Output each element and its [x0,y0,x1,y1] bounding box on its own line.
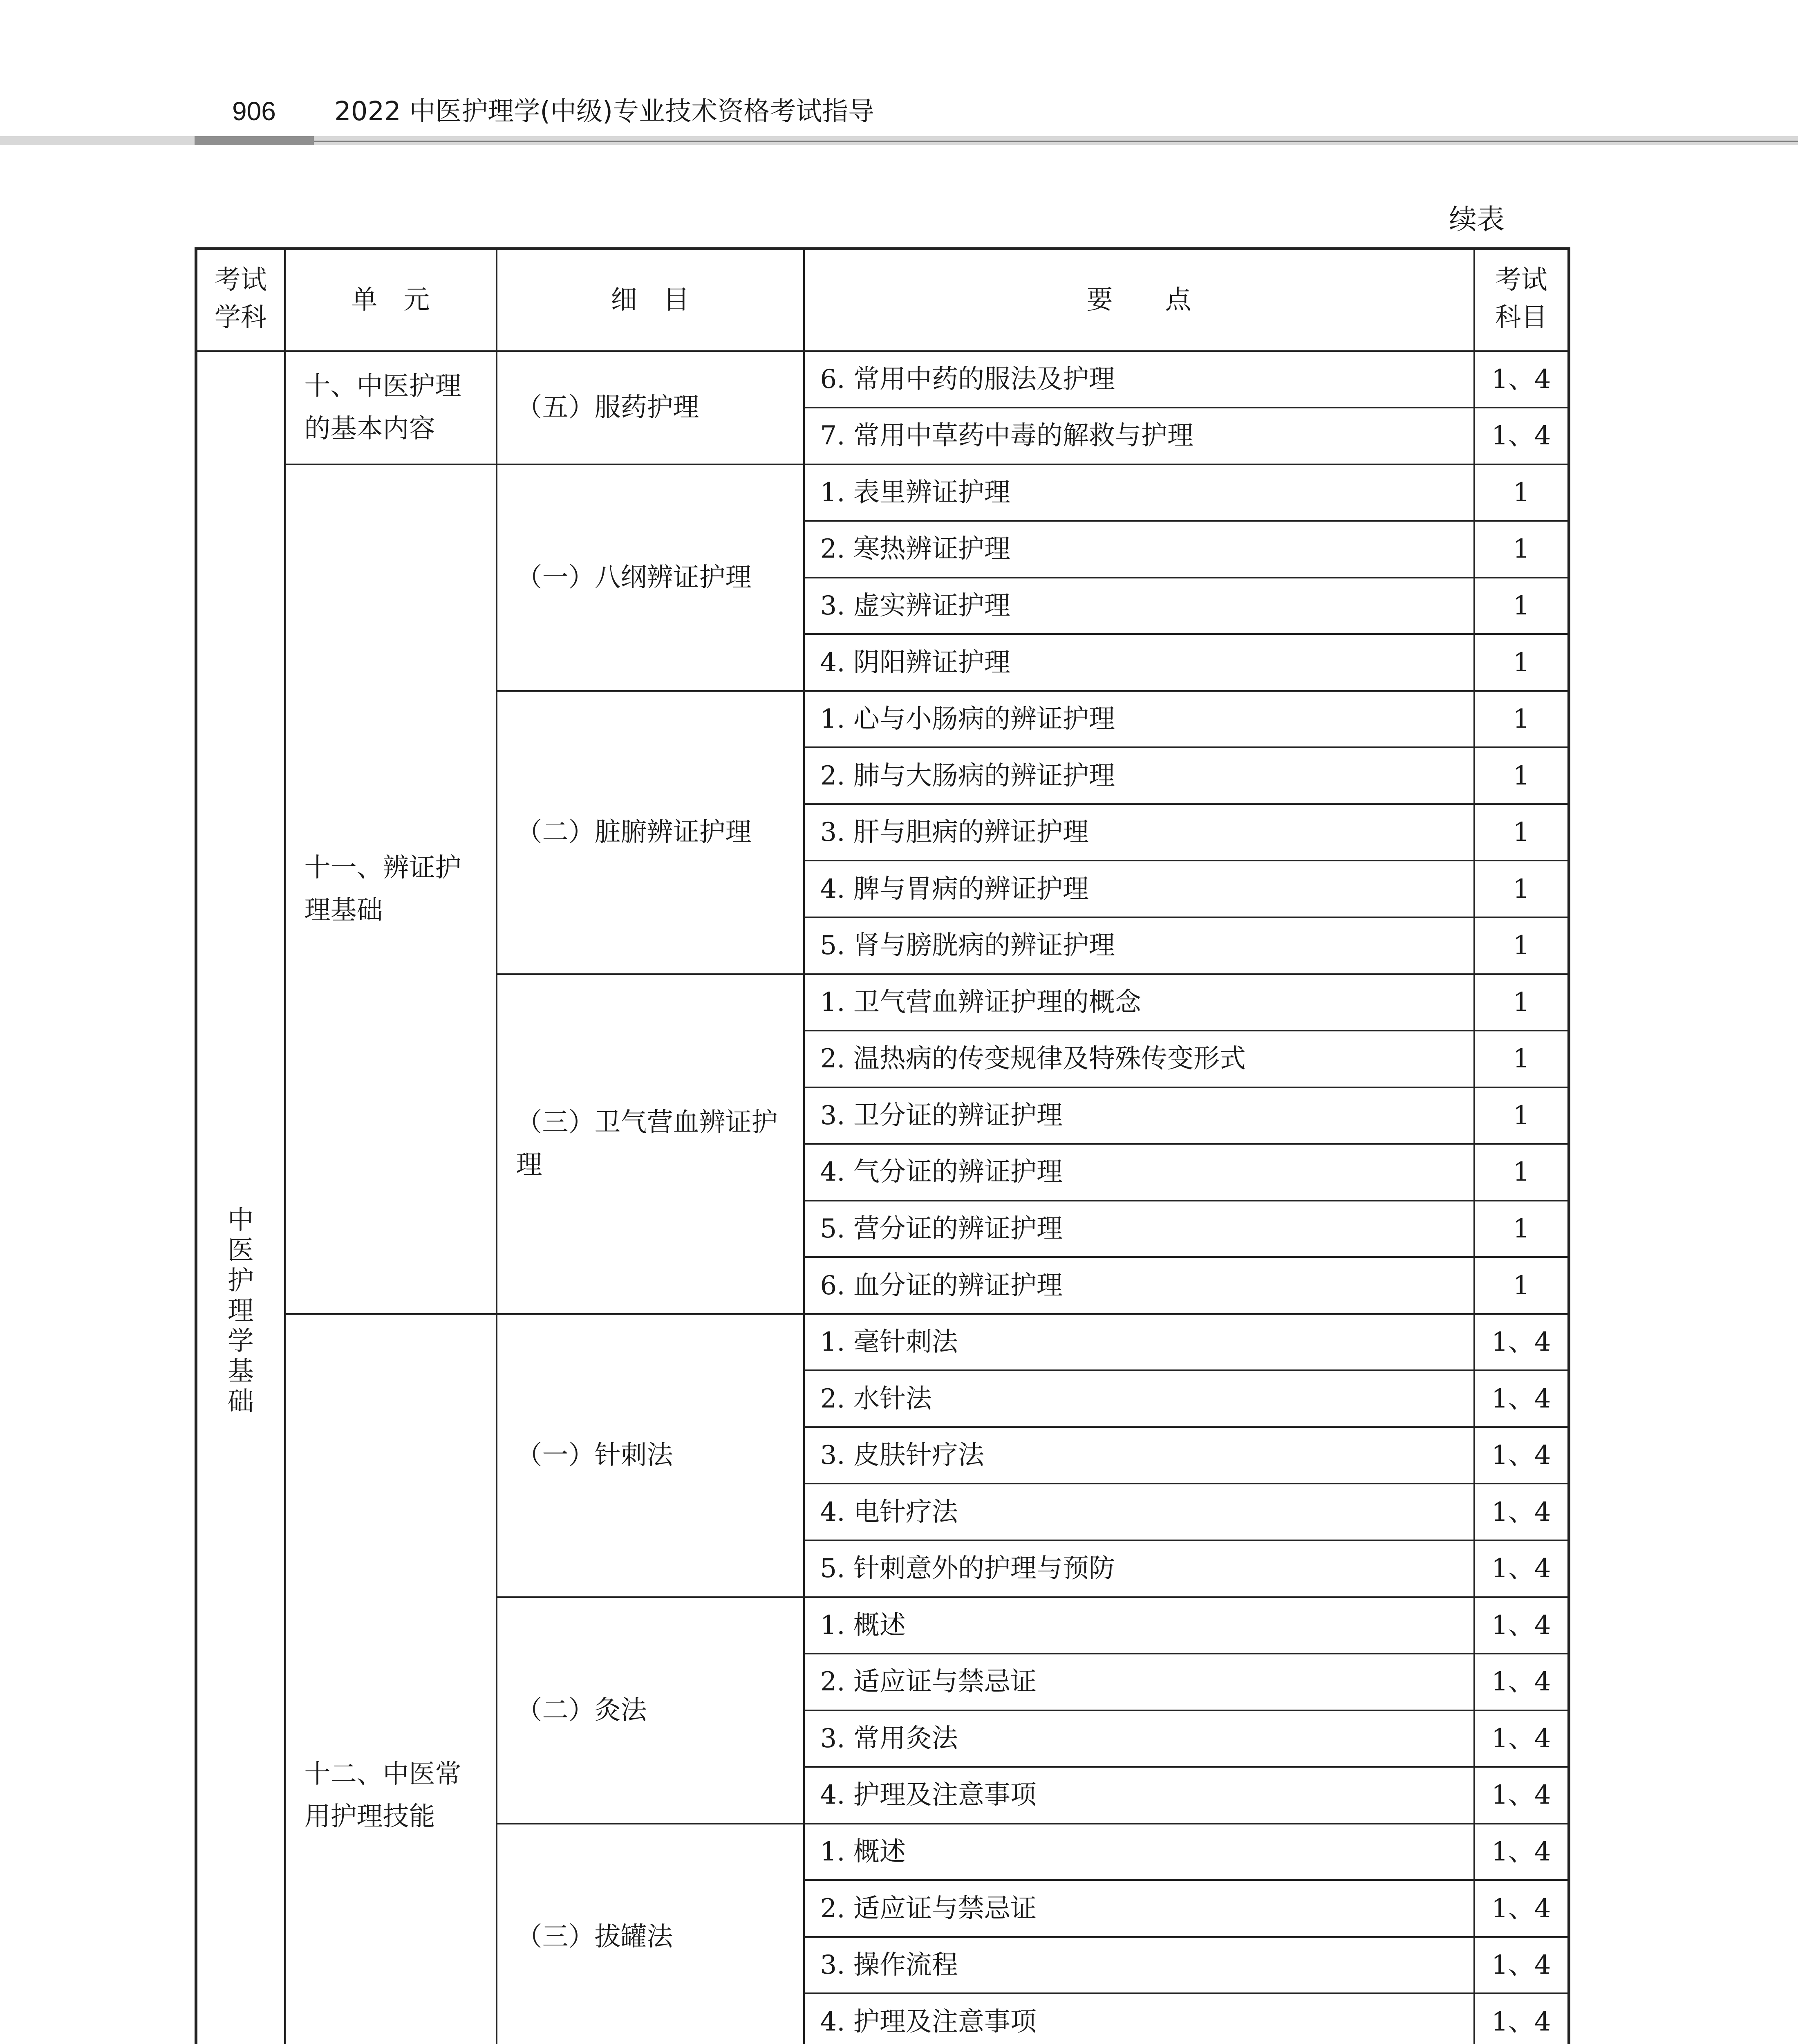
point-cell: 5. 肾与膀胱病的辨证护理 [804,917,1474,974]
point-cell: 2. 适应证与禁忌证 [804,1654,1474,1710]
point-cell: 3. 常用灸法 [804,1710,1474,1767]
header-unit: 单 元 [285,249,497,351]
syllabus-table [195,247,1570,2044]
exam-subject-code-cell: 1、4 [1474,1824,1569,1880]
table-row [196,1314,1569,1371]
item-cell: （二）脏腑辨证护理 [497,691,804,974]
exam-subject-code-cell: 1 [1474,804,1569,861]
continued-table-label: 续表 [1449,204,1505,236]
table-row [196,464,1569,521]
item-cell: （三）卫气营血辨证护理 [497,974,804,1314]
header-exam-subject: 考试科目 [1474,249,1569,351]
point-cell: 4. 脾与胃病的辨证护理 [804,861,1474,917]
unit-cell: 十一、辨证护理基础 [285,464,497,1314]
exam-subject-code-cell: 1 [1474,1144,1569,1201]
item-cell: （五）服药护理 [497,351,804,464]
unit-cell: 十二、中医常用护理技能 [285,1314,497,2044]
exam-subject-code-cell: 1、4 [1474,1427,1569,1484]
header-rule-line [314,141,1798,142]
point-cell: 3. 卫分证的辨证护理 [804,1087,1474,1144]
exam-subject-code-cell: 1 [1474,861,1569,917]
exam-subject-code-cell: 1、4 [1474,1370,1569,1427]
point-cell: 2. 温热病的传变规律及特殊传变形式 [804,1031,1474,1087]
exam-subject-code-cell: 1 [1474,1201,1569,1257]
exam-subject-code-cell: 1、4 [1474,1993,1569,2044]
point-cell: 3. 虚实辨证护理 [804,578,1474,634]
point-cell: 1. 心与小肠病的辨证护理 [804,691,1474,748]
point-cell: 3. 操作流程 [804,1937,1474,1994]
item-cell: （一）八纲辨证护理 [497,464,804,691]
header-subject: 考试学科 [196,249,285,351]
exam-subject-code-cell: 1 [1474,747,1569,804]
point-cell: 1. 概述 [804,1597,1474,1654]
exam-subject-code-cell: 1、4 [1474,1654,1569,1710]
point-cell: 3. 皮肤针疗法 [804,1427,1474,1484]
unit-cell: 十、中医护理的基本内容 [285,351,497,464]
point-cell: 6. 常用中药的服法及护理 [804,351,1474,408]
point-cell: 7. 常用中草药中毒的解救与护理 [804,408,1474,464]
point-cell: 4. 护理及注意事项 [804,1993,1474,2044]
point-cell: 1. 概述 [804,1824,1474,1880]
exam-subject-code-cell: 1、4 [1474,1710,1569,1767]
exam-subject-code-cell: 1、4 [1474,1540,1569,1597]
table-body [196,351,1569,2044]
point-cell: 4. 电针疗法 [804,1484,1474,1540]
subject-label: 中医护理学基础 [227,1205,254,1417]
exam-subject-code-cell: 1 [1474,634,1569,691]
exam-subject-code-cell: 1 [1474,464,1569,521]
exam-subject-code-cell: 1、4 [1474,1767,1569,1824]
subject-cell [196,351,285,2044]
exam-subject-code-cell: 1、4 [1474,408,1569,464]
table-header-row [196,249,1569,351]
point-cell: 2. 寒热辨证护理 [804,521,1474,578]
point-cell: 1. 卫气营血辨证护理的概念 [804,974,1474,1031]
point-cell: 5. 针刺意外的护理与预防 [804,1540,1474,1597]
exam-subject-code-cell: 1、4 [1474,1937,1569,1994]
point-cell: 4. 护理及注意事项 [804,1767,1474,1824]
exam-subject-code-cell: 1 [1474,521,1569,578]
exam-subject-code-cell: 1、4 [1474,1880,1569,1937]
header-item: 细 目 [497,249,804,351]
point-cell: 4. 气分证的辨证护理 [804,1144,1474,1201]
exam-subject-code-cell: 1 [1474,1031,1569,1087]
exam-subject-code-cell: 1 [1474,974,1569,1031]
exam-subject-code-cell: 1、4 [1474,351,1569,408]
point-cell: 1. 毫针刺法 [804,1314,1474,1371]
exam-subject-code-cell: 1 [1474,578,1569,634]
point-cell: 6. 血分证的辨证护理 [804,1257,1474,1314]
item-cell: （一）针刺法 [497,1314,804,1597]
point-cell: 2. 适应证与禁忌证 [804,1880,1474,1937]
exam-subject-code-cell: 1、4 [1474,1597,1569,1654]
table-row [196,351,1569,408]
point-cell: 5. 营分证的辨证护理 [804,1201,1474,1257]
exam-subject-code-cell: 1、4 [1474,1484,1569,1540]
item-cell: （三）拔罐法 [497,1824,804,2044]
item-cell: （二）灸法 [497,1597,804,1824]
exam-subject-code-cell: 1 [1474,691,1569,748]
page-number: 906 [232,96,276,126]
header-points: 要 点 [804,249,1474,351]
header-rule-accent [195,136,314,145]
exam-subject-code-cell: 1 [1474,917,1569,974]
exam-subject-code-cell: 1 [1474,1087,1569,1144]
point-cell: 4. 阴阳辨证护理 [804,634,1474,691]
page-header [0,0,1798,155]
point-cell: 1. 表里辨证护理 [804,464,1474,521]
exam-subject-code-cell: 1 [1474,1257,1569,1314]
exam-subject-code-cell: 1、4 [1474,1314,1569,1371]
point-cell: 2. 肺与大肠病的辨证护理 [804,747,1474,804]
book-title: 2022 中医护理学(中级)专业技术资格考试指导 [334,96,875,127]
point-cell: 3. 肝与胆病的辨证护理 [804,804,1474,861]
point-cell: 2. 水针法 [804,1370,1474,1427]
